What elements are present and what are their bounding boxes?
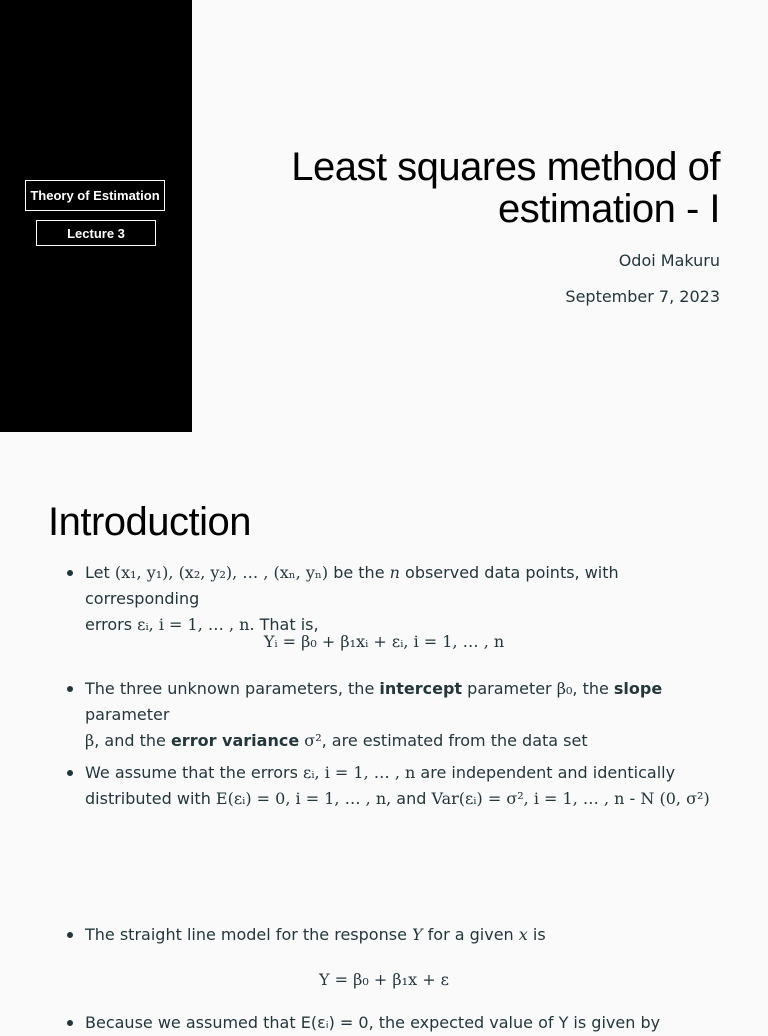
bullet-list-3 (64, 922, 724, 948)
author: Odoi Makuru (618, 251, 720, 270)
equation-model: Y = β₀ + β₁x + ε (319, 970, 449, 989)
equation-model-i: Yᵢ = β₀ + β₁xᵢ + εᵢ, i = 1, … , n (263, 632, 505, 651)
math-points: (x₁, y₁), (x₂, y₂), … , (xₙ, yₙ) (114, 563, 329, 582)
introduction-slide (0, 432, 768, 1032)
course-label: Theory of Estimation (25, 180, 165, 211)
bullet-expected-value: Because we assumed that E(εᵢ) = 0, the expected value of Y is given by (64, 1010, 724, 1036)
bullet-list-4 (64, 1010, 724, 1036)
bullet-list-1 (64, 560, 724, 638)
bullet-parameters: The three unknown parameters, the intercept parameter β₀, the slope parameter β, and the error variance σ², are estimated from the data set (64, 676, 724, 754)
frame-title: Introduction (48, 500, 252, 544)
bullet-assumptions: We assume that the errors εᵢ, i = 1, … , n are independent and identically distributed with E(εᵢ) = 0, i = 1, … , n, and Var(εᵢ) = σ², i = 1, … , n - N (0, σ²) (64, 760, 724, 812)
math-errors: εᵢ, i = 1, … , n (137, 615, 250, 634)
date: September 7, 2023 (565, 287, 720, 306)
bullet-straight-line: The straight line model for the response Y for a given x is (64, 922, 724, 948)
bullet-list-2 (64, 676, 724, 812)
lecture-label: Lecture 3 (36, 220, 156, 246)
title-line-1: Least squares method of (291, 145, 720, 189)
presentation-title (200, 146, 720, 230)
side-panel (0, 0, 192, 432)
title-slide (0, 0, 768, 432)
title-line-2: estimation - I (498, 187, 720, 231)
bullet-data-points: Let (x₁, y₁), (x₂, y₂), … , (xₙ, yₙ) be the n observed data points, with corresponding errors εᵢ, i = 1, … , n. That is, (64, 560, 724, 638)
